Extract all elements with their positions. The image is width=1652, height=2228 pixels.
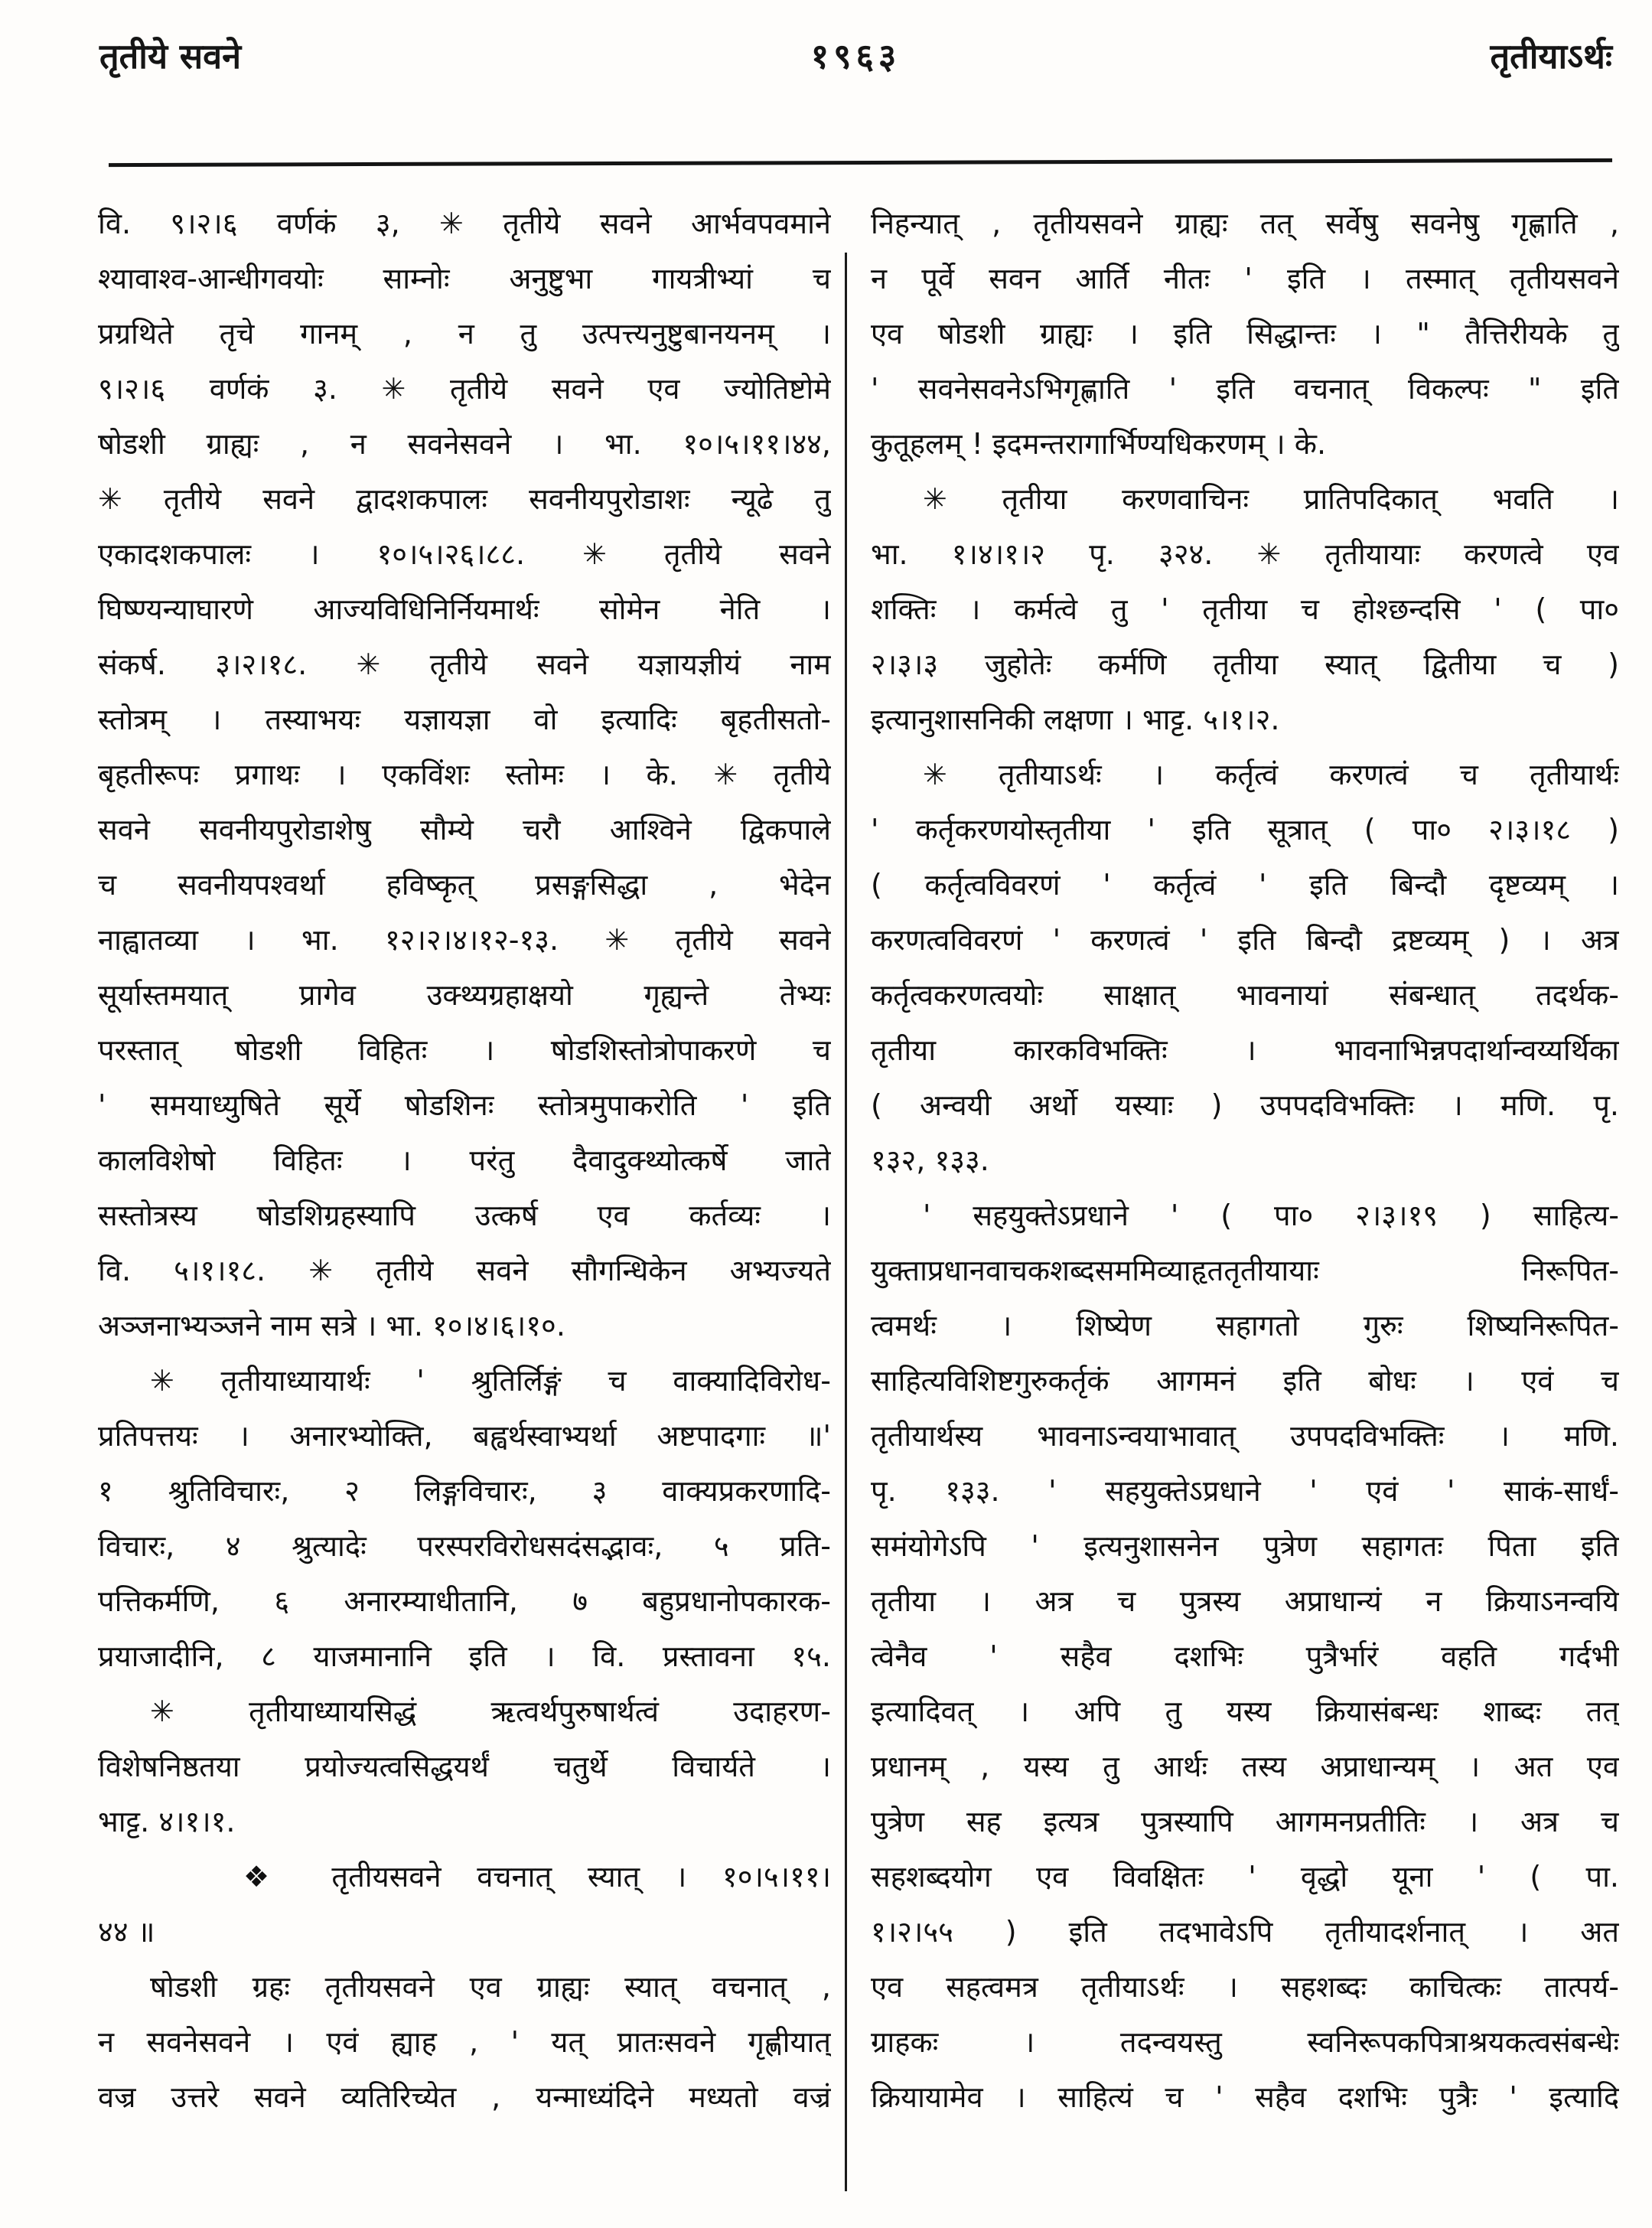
text-line: युक्ताप्रधानवाचकशब्दसममिव्याहृततृतीयायाः निरूपित- <box>871 1254 1619 1287</box>
text-line: ( कर्तृत्वविवरणं ' कर्तृत्वं ' इति बिन्दौ दृष्टव्यम् । <box>871 868 1619 902</box>
text-line: तृतीया कारकविभक्तिः । भावनाभिन्नपदार्थान्वय्यर्थिका <box>871 1033 1619 1067</box>
text-line: ' सहयुक्तेऽप्रधाने ' ( पा० २।३।१९ ) साहित्य- <box>923 1199 1619 1232</box>
running-head-left: तृतीये सवने <box>99 36 242 77</box>
text-line: इत्यादिवत् । अपि तु यस्य क्रियासंबन्धः शाब्दः तत् <box>871 1695 1619 1728</box>
text-line: भाट्ट. ४।१।१. <box>98 1805 236 1838</box>
text-line: १।२।५५ ) इति तदभावेऽपि तृतीयादर्शनात् । अत <box>871 1915 1619 1949</box>
text-line: सस्तोत्रस्य षोडशिग्रहस्यापि उत्कर्ष एव कर्तव्यः । <box>98 1199 831 1232</box>
text-line: वि. ५।१।१८. ✳ तृतीये सवने सौगन्धिकेन अभ्यज्यते <box>98 1254 831 1287</box>
text-line: विचारः, ४ श्रुत्यादेः परस्परविरोधसदंसद्भावः, ५ प्रति- <box>98 1529 831 1563</box>
text-line: प्रधानम् , यस्य तु आर्थः तस्य अप्राधान्यम् । अत एव <box>871 1750 1619 1783</box>
text-line: घिष्ण्यन्याघारणे आज्यविधिनिर्नियमार्थः सोमेन नेति । <box>98 592 831 626</box>
text-line: परस्तात् षोडशी विहितः । षोडशिस्तोत्रोपाकरणे च <box>98 1033 831 1067</box>
text-line: च सवनीयपश्वर्था हविष्कृत् प्रसङ्गसिद्धा , भेदेन <box>98 868 831 902</box>
text-line: वि. ९।२।६ वर्णकं ३, ✳ तृतीये सवने आर्भवपवमाने <box>98 207 831 240</box>
text-line: ' सवनेसवनेऽभिगृह्णाति ' इति वचनात् विकल्पः " इति <box>871 372 1619 406</box>
text-line: एव षोडशी ग्राह्यः । इति सिद्धान्तः । " तैत्तिरीयके तु <box>871 317 1619 351</box>
text-line: अञ्जनाभ्यञ्जने नाम सत्रे । भा. १०।४।६।१०. <box>98 1309 565 1342</box>
text-line: साहित्यविशिष्टगुरुकर्तृकं आगमनं इति बोधः । एवं च <box>871 1364 1619 1398</box>
text-line: सहशब्दयोग एव विवक्षितः ' वृद्धो यूना ' ( पा. <box>871 1860 1619 1894</box>
text-line: शक्तिः । कर्मत्वे तु ' तृतीया च होश्छन्दसि ' ( पा० <box>871 592 1619 626</box>
column-divider-rule <box>845 253 847 2191</box>
text-line: सवने सवनीयपुरोडाशेषु सौम्ये चरौ आश्विने द्विकपाले <box>98 813 831 847</box>
text-line: न पूर्वे सवन आर्ति नीतः ' इति । तस्मात् तृतीयसवने <box>871 262 1619 295</box>
text-line: ' कर्तृकरणयोस्तृतीया ' इति सूत्रात् ( पा० २।३।१८ ) <box>871 813 1619 847</box>
text-line: ❖ तृतीयसवने वचनात् स्यात् । १०।५।११। <box>243 1860 831 1894</box>
text-line: करणत्वविवरणं ' करणत्वं ' इति बिन्दौ द्रष्टव्यम् ) । अत्र <box>871 923 1619 957</box>
text-line: सूर्यास्तमयात् प्रागेव उक्थ्यग्रहाक्षयो गृह्यन्ते तेभ्यः <box>98 978 831 1012</box>
text-line: एकादशकपालः । १०।५।२६।८८. ✳ तृतीये सवने <box>98 537 831 571</box>
text-line: तृतीया । अत्र च पुत्रस्य अप्राधान्यं न क्रियाऽनन्वयि <box>871 1584 1619 1618</box>
text-line: प्रतिपत्तयः । अनारभ्योक्ति, बह्वर्थस्वाभ्यर्था अष्टपादगाः ॥' <box>98 1419 831 1453</box>
text-line: ✳ तृतीयाध्यायसिद्धं ऋत्वर्थपुरुषार्थत्वं उदाहरण- <box>150 1695 831 1728</box>
running-head-right: तृतीयाऽर्थः <box>1490 36 1613 77</box>
text-line: क्रियायामेव । साहित्यं च ' सहैव दशभिः पुत्रैः ' इत्यादि <box>871 2080 1619 2114</box>
text-line: कुतूहलम् ! इदमन्तरागार्भिण्यधिकरणम् । के. <box>871 427 1327 461</box>
text-line: ( अन्वयी अर्थो यस्याः ) उपपदविभक्तिः । मणि. पृ. <box>871 1088 1619 1122</box>
text-line: कर्तृत्वकरणत्वयोः साक्षात् भावनायां संबन्धात् तदर्थक- <box>871 978 1619 1012</box>
text-line: पत्तिकर्मणि, ६ अनारम्याधीतानि, ७ बहुप्रधानोपकारक- <box>98 1584 831 1618</box>
text-line: त्वेनैव ' सहैव दशभिः पुत्रैर्भारं वहति गर्दभी <box>871 1639 1619 1673</box>
text-line: नाह्वातव्या । भा. १२।२।४।१२-१३. ✳ तृतीये सवने <box>98 923 831 957</box>
text-line: ग्राहकः । तदन्वयस्तु स्वनिरूपकपित्राश्रयकत्वसंबन्धेः <box>871 2025 1619 2059</box>
text-line: षोडशी ग्राह्यः , न सवनेसवने । भा. १०।५।११।४४, <box>98 427 831 461</box>
text-line: बृहतीरूपः प्रगाथः । एकविंशः स्तोमः । के. ✳ तृतीये <box>98 758 831 791</box>
text-line: पुत्रेण सह इत्यत्र पुत्रस्यापि आगमनप्रतीतिः । अत्र च <box>871 1805 1619 1838</box>
text-line: इत्यानुशासनिकी लक्षणा । भाट्ट. ५।१।२. <box>871 703 1280 736</box>
right-text-column <box>871 196 1619 2125</box>
text-line: षोडशी ग्रहः तृतीयसवने एव ग्राह्यः स्यात् वचनात् , <box>150 1970 831 2004</box>
text-line: विशेषनिष्ठतया प्रयोज्यत्वसिद्धयर्थं चतुर्थे विचार्यते । <box>98 1750 831 1783</box>
text-line: श्यावाश्व-आन्धीगवयोः साम्नोः अनुष्टुभा गायत्रीभ्यां च <box>98 262 831 295</box>
text-line: संकर्ष. ३।२।१८. ✳ तृतीये सवने यज्ञायज्ञीयं नाम <box>98 648 831 681</box>
text-line: ९।२।६ वर्णकं ३. ✳ तृतीये सवने एव ज्योतिष्टोमे <box>98 372 831 406</box>
text-line: निहन्यात् , तृतीयसवने ग्राह्यः तत् सर्वेषु सवनेषु गृह्णाति , <box>871 207 1619 240</box>
header-rule <box>109 158 1612 167</box>
text-line: ४४ ॥ <box>98 1915 155 1949</box>
text-line: पृ. १३३. ' सहयुक्तेऽप्रधाने ' एवं ' साकं-सार्धं- <box>871 1474 1619 1508</box>
text-line: ✳ तृतीयाऽर्थः । कर्तृत्वं करणत्वं च तृतीयार्थः <box>923 758 1619 791</box>
page-body <box>0 188 1652 2228</box>
text-line: ✳ तृतीया करणवाचिनः प्रातिपदिकात् भवति । <box>923 482 1619 516</box>
text-line: प्रयाजादीनि, ८ याजमानानि इति । वि. प्रस्तावना १५. <box>98 1639 831 1673</box>
text-line: ' समयाध्युषिते सूर्ये षोडशिनः स्तोत्रमुपाकरोति ' इति <box>98 1088 831 1122</box>
text-line: स्तोत्रम् । तस्याभयः यज्ञायज्ञा वो इत्यादिः बृहतीसतो- <box>98 703 831 736</box>
text-line: १ श्रुतिविचारः, २ लिङ्गविचारः, ३ वाक्यप्रकरणादि- <box>98 1474 831 1508</box>
text-line: न सवनेसवने । एवं ह्याह , ' यत् प्रातःसवने गृह्णीयात् <box>98 2025 831 2059</box>
page-number: १९६३ <box>810 36 901 77</box>
text-line: प्रग्रथिते तृचे गानम् , न तु उत्पत्त्यनुष्टुबानयनम् । <box>98 317 831 351</box>
text-line: ✳ तृतीये सवने द्वादशकपालः सवनीयपुरोडाशः न्यूढे तु <box>98 482 831 516</box>
running-header <box>99 32 1612 79</box>
text-line: समंयोगेऽपि ' इत्यनुशासनेन पुत्रेण सहागतः पिता इति <box>871 1529 1619 1563</box>
text-line: तृतीयार्थस्य भावनाऽन्वयाभावात् उपपदविभक्तिः । मणि. <box>871 1419 1619 1453</box>
text-line: ✳ तृतीयाध्यायार्थः ' श्रुतिर्लिङ्गं च वाक्यादिविरोध- <box>150 1364 831 1398</box>
text-line: २।३।३ जुहोतेः कर्मणि तृतीया स्यात् द्वितीया च ) <box>871 648 1619 681</box>
text-line: कालविशेषो विहितः । परंतु दैवादुक्थ्योत्कर्षे जाते <box>98 1143 831 1177</box>
text-line: भा. १।४।१।२ पृ. ३२४. ✳ तृतीयायाः करणत्वे एव <box>871 537 1619 571</box>
text-line: एव सहत्वमत्र तृतीयाऽर्थः । सहशब्दः काचित्कः तात्पर्य- <box>871 1970 1619 2004</box>
text-line: त्वमर्थः । शिष्येण सहागतो गुरुः शिष्यनिरूपित- <box>871 1309 1619 1342</box>
left-text-column <box>98 196 831 2125</box>
text-line: वज्र उत्तरे सवने व्यतिरिच्येत , यन्माध्यंदिने मध्यतो वज्रं <box>98 2080 831 2114</box>
text-line: १३२, १३३. <box>871 1143 989 1177</box>
